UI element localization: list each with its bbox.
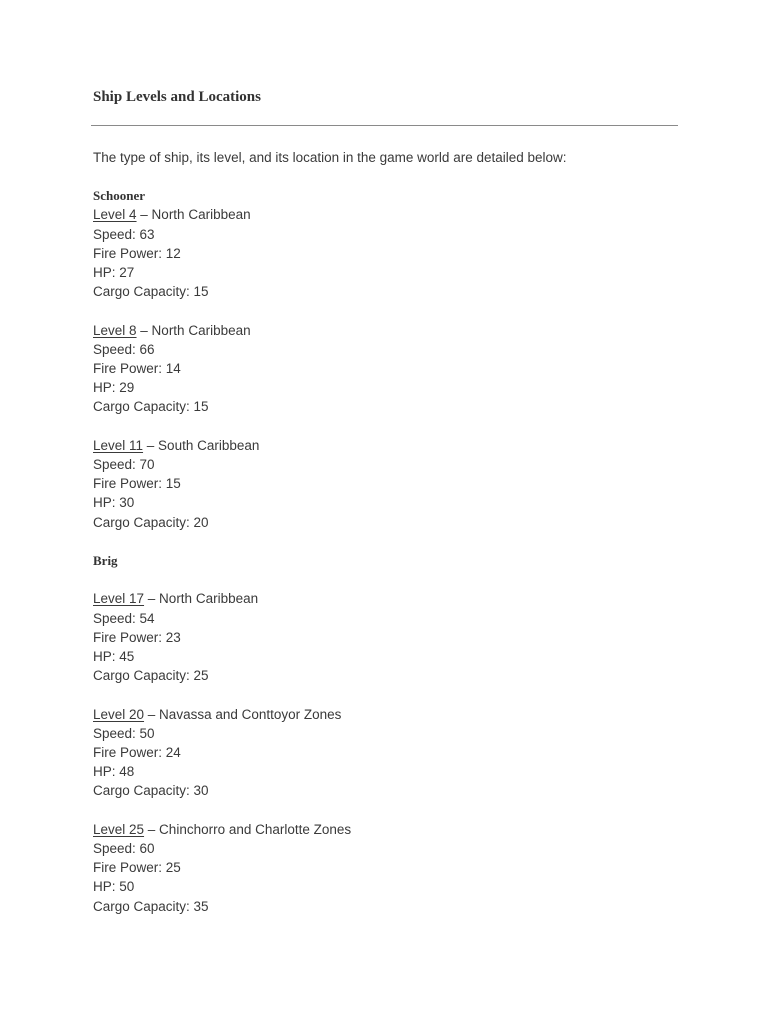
speed-stat: Speed: 66 <box>93 341 155 357</box>
fire-power-stat: Fire Power: 25 <box>93 860 181 876</box>
speed-stat: Speed: 54 <box>93 610 155 626</box>
speed-stat: Speed: 63 <box>93 226 155 242</box>
level-link[interactable]: Level 4 <box>93 207 137 223</box>
level-link[interactable]: Level 17 <box>93 591 145 607</box>
ship-entry <box>93 205 683 301</box>
level-link[interactable]: Level 8 <box>93 322 137 338</box>
section-brig <box>93 551 683 916</box>
hp-stat: HP: 30 <box>93 495 135 511</box>
ship-entry <box>93 820 683 916</box>
level-link[interactable]: Level 20 <box>93 706 145 722</box>
document-body <box>93 148 683 935</box>
hp-stat: HP: 27 <box>93 265 135 281</box>
speed-stat: Speed: 70 <box>93 457 155 473</box>
cargo-capacity-stat: Cargo Capacity: 20 <box>93 514 209 530</box>
fire-power-stat: Fire Power: 24 <box>93 745 181 761</box>
level-line <box>93 820 683 839</box>
fire-power-stat: Fire Power: 15 <box>93 476 181 492</box>
page-title: Ship Levels and Locations <box>93 89 261 105</box>
level-line <box>93 436 683 455</box>
hp-stat: HP: 45 <box>93 649 135 665</box>
location-text: – Navassa and Conttoyor Zones <box>144 706 342 722</box>
ship-entry <box>93 589 683 685</box>
location-text: – North Caribbean <box>144 591 259 607</box>
ship-entry <box>93 436 683 532</box>
fire-power-stat: Fire Power: 12 <box>93 245 181 261</box>
location-text: – Chinchorro and Charlotte Zones <box>144 821 352 837</box>
level-link[interactable]: Level 25 <box>93 821 145 837</box>
level-line <box>93 589 683 608</box>
fire-power-stat: Fire Power: 14 <box>93 361 181 377</box>
level-line <box>93 321 683 340</box>
cargo-capacity-stat: Cargo Capacity: 25 <box>93 668 209 684</box>
speed-stat: Speed: 50 <box>93 725 155 741</box>
location-text: – South Caribbean <box>143 437 260 453</box>
location-text: – North Caribbean <box>136 207 251 223</box>
section-schooner <box>93 186 683 532</box>
section-heading: Schooner <box>93 188 145 204</box>
ship-entry <box>93 321 683 417</box>
cargo-capacity-stat: Cargo Capacity: 15 <box>93 284 209 300</box>
location-text: – North Caribbean <box>136 322 251 338</box>
title-divider <box>91 125 678 126</box>
cargo-capacity-stat: Cargo Capacity: 30 <box>93 783 209 799</box>
speed-stat: Speed: 60 <box>93 841 155 857</box>
cargo-capacity-stat: Cargo Capacity: 15 <box>93 399 209 415</box>
hp-stat: HP: 48 <box>93 764 135 780</box>
intro-paragraph: The type of ship, its level, and its location in the game world are detailed below: <box>93 150 567 165</box>
fire-power-stat: Fire Power: 23 <box>93 629 181 645</box>
level-line <box>93 205 683 224</box>
level-line <box>93 705 683 724</box>
hp-stat: HP: 50 <box>93 879 135 895</box>
cargo-capacity-stat: Cargo Capacity: 35 <box>93 898 209 914</box>
level-link[interactable]: Level 11 <box>93 437 144 453</box>
ship-entry <box>93 705 683 801</box>
section-heading: Brig <box>93 553 118 569</box>
hp-stat: HP: 29 <box>93 380 135 396</box>
